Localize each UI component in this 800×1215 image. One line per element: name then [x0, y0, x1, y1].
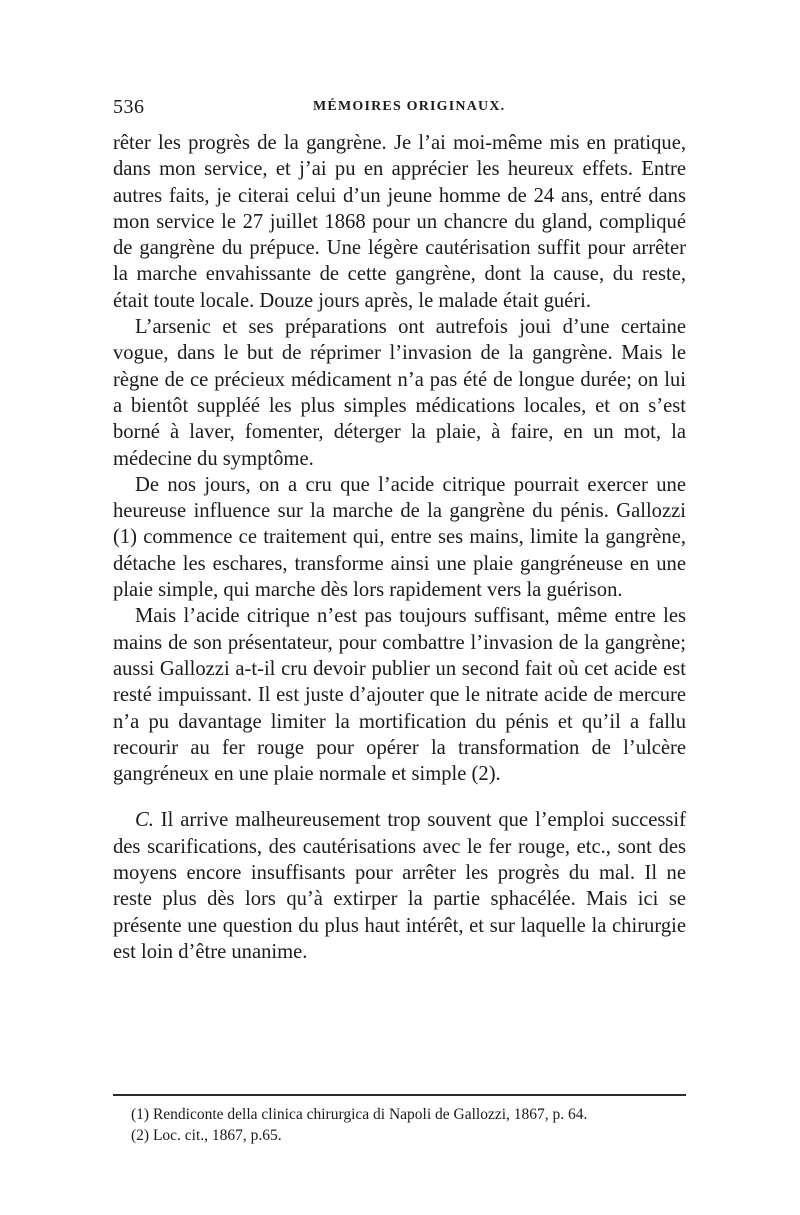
- body-text: [113, 130, 686, 965]
- paragraph-citric-acid: De nos jours, on a cru que l’acide citrique pourrait exercer une heureuse influence sur la marche de la gangrène du pénis. Gallozzi (1) commence ce traitement qui, entre ses mains, limite la gangrène, détache les eschares, transforme ainsi une plaie gangréneuse en une plaie simple, qui marche dès lors rapidement vers la guérison.: [113, 473, 686, 602]
- paragraph-continued: rêter les progrès de la gangrène. Je l’ai moi-même mis en pratique, dans mon service, et j’ai pu en apprécier les heureux effets. Entre autres faits, je citerai celui d’un jeune homme de 24 ans, entré dans mon service le 27 juillet 1868 pour un chancre du gland, compliqué de gangrène du prépuce. Une légère cautérisation suffit pour arrêter la marche envahissante de cette gangrène, dont la cause, du reste, était toute locale. Douze jours après, le malade était guéri.: [113, 132, 686, 312]
- paragraph-gallozzi: Mais l’acide citrique n’est pas toujours suffisant, même entre les mains de son présentateur, pour combattre l’invasion de la gangrène; aussi Gallozzi a-t-il cru devoir publier un second fait où cet acide est resté impuissant. Il est juste d’ajouter que le nitrate acide de mercure n’a pu davantage limiter la mortification du pénis et qu’il a fallu recourir au fer rouge pour opérer la transformation de l’ulcère gangréneux en une plaie normale et simple (2).: [113, 605, 686, 786]
- footnote-divider: [113, 1094, 686, 1096]
- paragraph-arsenic: L’arsenic et ses préparations ont autrefois joui d’une certaine vogue, dans le but de réprimer l’invasion de la gangrène. Mais le règne de ce précieux médicament n’a pas été de longue durée; on lui a bientôt suppléé les plus simples médications locales, et on s’est borné à laver, fomenter, déterger la plaie, à faire, en un mot, la médecine du symptôme.: [113, 316, 686, 470]
- footnotes: [131, 1104, 691, 1146]
- section-letter: C.: [135, 809, 154, 832]
- footnote-2: (2) Loc. cit., 1867, p.65.: [131, 1127, 282, 1144]
- page-number: 536: [113, 96, 145, 118]
- section-c-paragraph: [113, 807, 686, 965]
- footnote-1: (1) Rendiconte della clinica chirurgica di Napoli de Gallozzi, 1867, p. 64.: [131, 1106, 588, 1123]
- section-c-text: Il arrive malheureusement trop souvent que l’emploi successif des scarifications, des cautérisations avec le fer rouge, etc., sont des moyens encore insuffisants pour arrêter les progrès du mal. Il ne reste plus dès lors qu’à extirper la partie sphacélée. Mais ici se présente une question du plus haut intérêt, et sur laquelle la chirurgie est loin d’être unanime.: [113, 809, 686, 963]
- running-title: MÉMOIRES ORIGINAUX.: [313, 99, 506, 114]
- page-header: [113, 96, 693, 120]
